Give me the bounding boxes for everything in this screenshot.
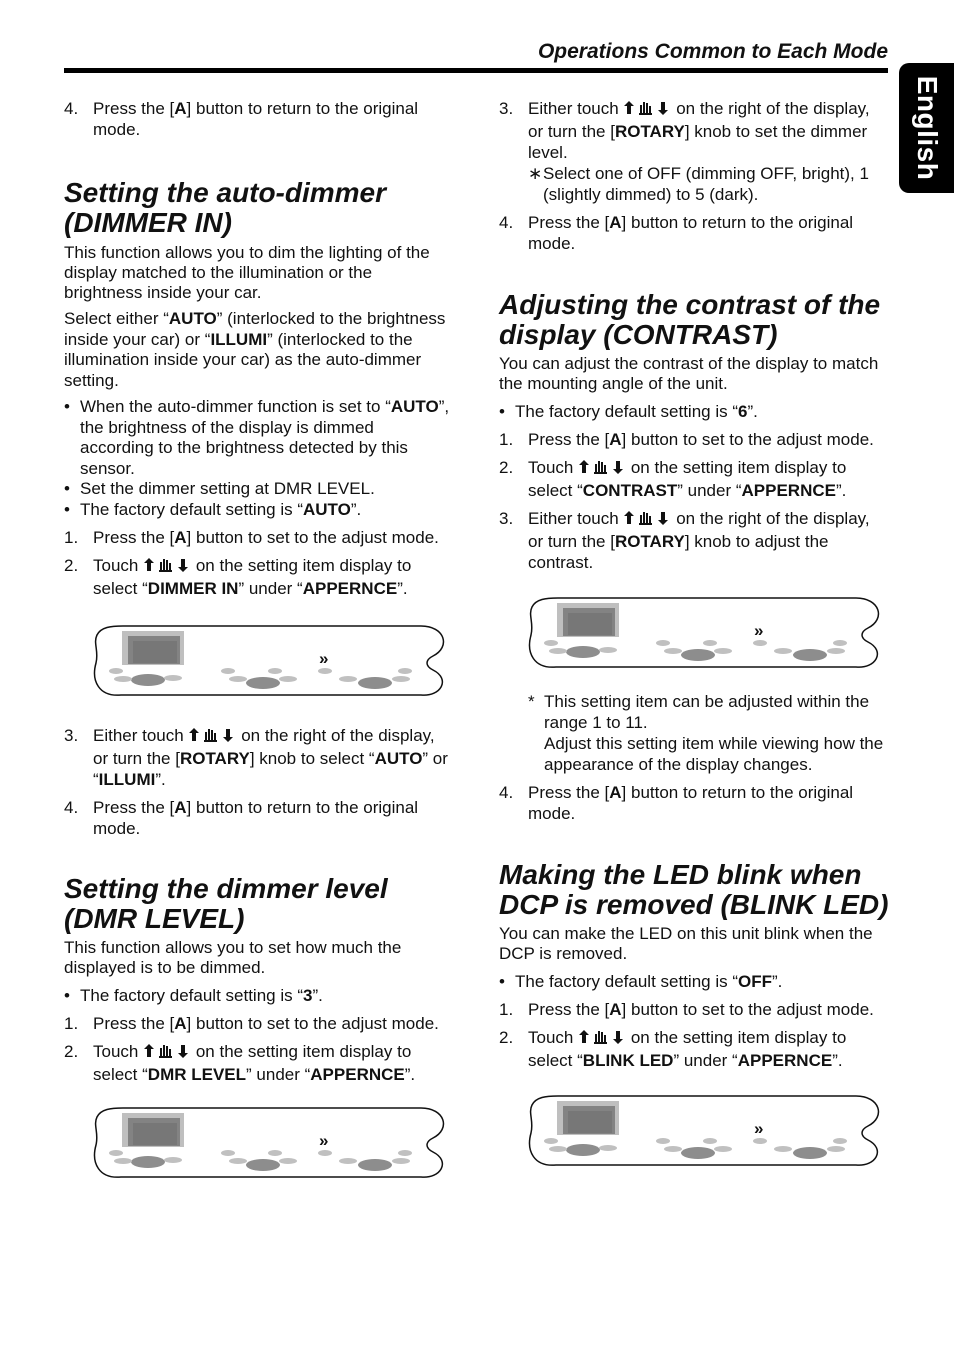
- language-tab-label: English: [911, 75, 943, 181]
- left-column: [64, 98, 452, 1179]
- touch-keys-icon: [143, 1043, 191, 1064]
- bullet-item: • When the auto-dimmer function is set to “AUTO”, the brightness of the display is dimmed according to the brightness detected by this sensor.: [64, 397, 450, 478]
- section-title-contrast: Adjusting the contrast of the display (CONTRAST): [499, 289, 881, 350]
- page-header-title: Operations Common to Each Mode: [537, 40, 888, 63]
- step-item: 4. Press the [A] button to return to the original mode.: [64, 99, 419, 139]
- step-number: 4.: [64, 99, 79, 118]
- step-item: 2. Touch on the setting item display to select “DIMMER IN” under “APPERNCE”.: [64, 556, 412, 598]
- step-item: 1. Press the [A] button to set to the adjust mode.: [64, 528, 439, 547]
- display-panel-illustration: [93, 1105, 449, 1179]
- step-item: 2. Touch on the setting item display to select “DMR LEVEL” under “APPERNCE”.: [64, 1042, 416, 1084]
- display-panel-illustration: [528, 595, 884, 669]
- step-item: 3. Either touch on the right of the display, or turn the [ROTARY] knob to select “AUTO” or “ILLUMI”.: [64, 726, 448, 789]
- bullet-item: • The factory default setting is “AUTO”.: [64, 499, 362, 519]
- step-item: 3. Either touch on the right of the display, or turn the [ROTARY] knob to set the dimmer level.: [499, 99, 870, 162]
- section-title-dimmer-in: Setting the auto-dimmer (DIMMER IN): [64, 177, 387, 238]
- step-item: 2. Touch on the setting item display to select “BLINK LED” under “APPERNCE”.: [499, 1028, 847, 1070]
- touch-keys-icon: [143, 557, 191, 578]
- display-panel-illustration: [528, 1093, 884, 1167]
- note-item: ∗ Select one of OFF (dimming OFF, bright), 1 (slightly dimmed) to 5 (dark).: [528, 164, 869, 204]
- paragraph: This function allows you to dim the lighting of the display matched to the illumination or the brightness inside your car.: [64, 243, 430, 302]
- paragraph: You can make the LED on this unit blink when the DCP is removed.: [499, 924, 873, 963]
- bullet-item: • Set the dimmer setting at DMR LEVEL.: [64, 479, 375, 498]
- step-item: 3. Either touch on the right of the display, or turn the [ROTARY] knob to adjust the contrast.: [499, 509, 870, 572]
- paragraph: You can adjust the contrast of the display to match the mounting angle of the unit.: [499, 354, 879, 393]
- touch-keys-icon: [623, 510, 671, 531]
- step-item: 2. Touch on the setting item display to select “CONTRAST” under “APPERNCE”.: [499, 458, 847, 500]
- bullet-item: • The factory default setting is “3”.: [64, 986, 323, 1005]
- svg-text:»: »: [319, 649, 329, 668]
- right-column: [499, 98, 889, 1167]
- touch-keys-icon: [623, 100, 671, 121]
- step-item: 1. Press the [A] button to set to the adjust mode.: [499, 430, 874, 449]
- note-item: * This setting item can be adjusted within the range 1 to 11. Adjust this setting item while viewing how the appearance of the display changes.: [528, 692, 884, 774]
- section-title-dmr-level: Setting the dimmer level (DMR LEVEL): [64, 873, 388, 934]
- header-rule: [64, 68, 888, 73]
- paragraph: This function allows you to set how much the displayed is to be dimmed.: [64, 938, 402, 977]
- step-item: 4. Press the [A] button to return to the original mode.: [499, 783, 854, 823]
- svg-text:»: »: [754, 1119, 764, 1138]
- svg-text:»: »: [319, 1131, 329, 1150]
- section-title-blink-led: Making the LED blink when DCP is removed (BLINK LED): [499, 859, 889, 920]
- step-item: 4. Press the [A] button to return to the original mode.: [499, 213, 854, 253]
- svg-text:»: »: [754, 621, 764, 640]
- touch-keys-icon: [188, 727, 236, 748]
- paragraph: Select either “AUTO” (interlocked to the brightness inside your car) or “ILLUMI” (interlocked to the illumination inside your car) as the auto-dimmer setting.: [64, 309, 446, 390]
- step-item: 1. Press the [A] button to set to the adjust mode.: [499, 1000, 874, 1019]
- touch-keys-icon: [578, 459, 626, 480]
- display-panel-illustration: [93, 623, 449, 697]
- language-tab: [899, 63, 954, 193]
- bullet-item: • The factory default setting is “OFF”.: [499, 972, 783, 991]
- bullet-item: • The factory default setting is “6”.: [499, 402, 758, 421]
- step-item: 1. Press the [A] button to set to the adjust mode.: [64, 1014, 439, 1033]
- touch-keys-icon: [578, 1029, 626, 1050]
- step-item: 4. Press the [A] button to return to the original mode.: [64, 798, 419, 838]
